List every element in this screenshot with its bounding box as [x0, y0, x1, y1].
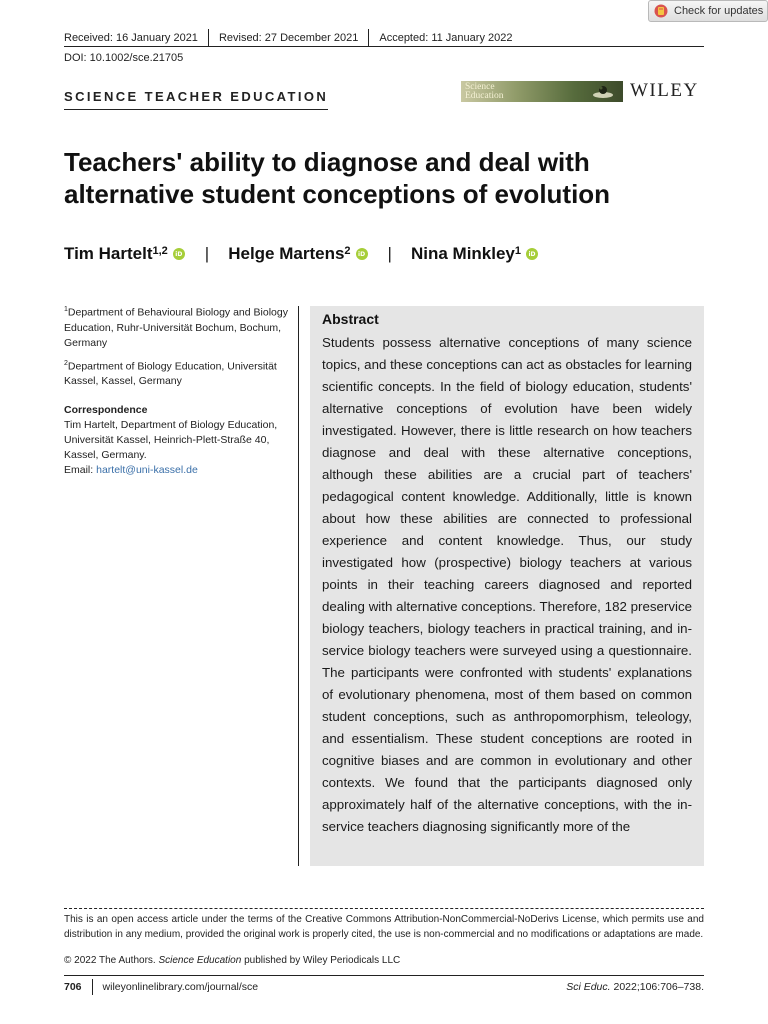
copyright-journal: Science Education: [158, 955, 242, 966]
author-hartelt[interactable]: [64, 244, 185, 264]
date-divider: [208, 29, 209, 47]
page-footer: [64, 975, 704, 993]
publisher-logo: WILEY: [630, 80, 699, 101]
affiliation-sup: 2: [64, 359, 68, 367]
author-minkley[interactable]: [411, 244, 538, 264]
affiliation-text: Department of Biology Education, Universität Kassel, Kassel, Germany: [64, 360, 277, 387]
doi: DOI: 10.1002/sce.21705: [64, 52, 184, 64]
check-for-updates-button[interactable]: [648, 0, 768, 22]
citation-details: 2022;106:706–738.: [610, 980, 704, 993]
email-label: Email:: [64, 464, 94, 476]
author-affiliation-sup: 1,2: [152, 245, 168, 257]
abstract-text: Students possess alternative conceptions of many science topics, and these conceptions can act as obstacles for learning scientific concepts. In the field of biology education, students' alternative conceptions of evolution have been widely investigated. However, there is little research on how teachers diagnose and deal with these alternative conceptions, although these abilities are a crucial part of teachers' pedagogical content knowledge. Additionally, little is known about how these abilities are connected to professional experience and content knowledge. Thus, our study investigated how (prospective) biology teachers at various points in their teaching careers diagnosed and reported dealing with alternative conceptions. Therefore, 182 preservice biology teachers, biology teachers in practical training, and in-service biology teachers were surveyed using a questionnaire. The participants were confronted with students' explanations of evolutionary phenomena, most of them based on common student conceptions, such as anthropomorphism, teleology, and essentialism. These student conceptions are rooted in cognitive biases and are common in evolutionary and other contexts. We found that the participants diagnosed only approximately half of the alternative conceptions, with the in-service teachers diagnosing significantly more of the: [322, 335, 692, 834]
author-list: [64, 244, 538, 264]
logo-line-2: Education: [465, 90, 504, 101]
date-divider: [368, 29, 369, 47]
author-name: Helge Martens: [228, 244, 345, 263]
journal-logo: [461, 81, 623, 102]
affiliation-text: Department of Behavioural Biology and Biology Education, Ruhr-Universität Bochum, Bochum, Germany: [64, 306, 288, 349]
author-martens[interactable]: [228, 244, 367, 264]
orcid-icon[interactable]: iD: [356, 248, 368, 260]
page-number: 706: [64, 980, 82, 993]
affiliation-column: [64, 302, 294, 478]
copyright-suffix: published by Wiley Periodicals LLC: [241, 955, 401, 966]
citation: [566, 981, 704, 993]
abstract-box: [310, 306, 704, 866]
correspondence-email-line: [64, 463, 294, 478]
column-divider: [298, 306, 299, 866]
author-separator: |: [387, 244, 392, 263]
citation-journal: Sci Educ.: [566, 980, 611, 993]
affiliation-2: [64, 356, 294, 390]
author-affiliation-sup: 2: [344, 245, 351, 257]
revised-date: Revised: 27 December 2021: [218, 31, 359, 44]
petri-dish-icon: [591, 82, 615, 100]
abstract-heading: Abstract: [322, 311, 379, 327]
author-separator: |: [204, 244, 210, 263]
author-affiliation-sup: 1: [514, 245, 522, 257]
logo-line-1: Science: [465, 81, 495, 92]
journal-url[interactable]: wileyonlinelibrary.com/journal/sce: [102, 980, 259, 993]
received-date: Received: 16 January 2021: [64, 31, 198, 44]
footer-divider: [92, 979, 93, 995]
author-name: Tim Hartelt: [64, 244, 153, 263]
affiliation-sup: 1: [64, 306, 68, 313]
license-notice: This is an open access article under the terms of the Creative Commons Attribution-NonCommercial-NoDerivs License, which permits use and distribution in any medium, provided the original work is properly cited, the use is non-commercial and no modifications or adaptations are made.: [64, 908, 704, 942]
check-updates-label: Check for updates: [674, 5, 764, 17]
correspondence-heading: Correspondence: [64, 404, 148, 416]
journal-section-label: SCIENCE TEACHER EDUCATION: [64, 89, 328, 110]
affiliation-1: [64, 302, 294, 351]
correspondence-address: Tim Hartelt, Department of Biology Education, Universität Kassel, Heinrich-Plett-Straße 40, Kassel, Germany.: [64, 419, 278, 461]
article-title: Teachers' ability to diagnose and deal with alternative student conceptions of evolution: [64, 147, 611, 209]
email-link[interactable]: hartelt@uni-kassel.de: [96, 464, 198, 476]
copyright-line: [64, 955, 400, 966]
author-name: Nina Minkley: [410, 244, 515, 263]
article-dates: [64, 29, 704, 47]
check-updates-icon: [654, 4, 668, 18]
orcid-icon[interactable]: iD: [173, 248, 185, 260]
accepted-date: Accepted: 11 January 2022: [379, 31, 513, 44]
orcid-icon[interactable]: iD: [526, 248, 538, 260]
copyright-prefix: © 2022 The Authors.: [64, 955, 159, 966]
